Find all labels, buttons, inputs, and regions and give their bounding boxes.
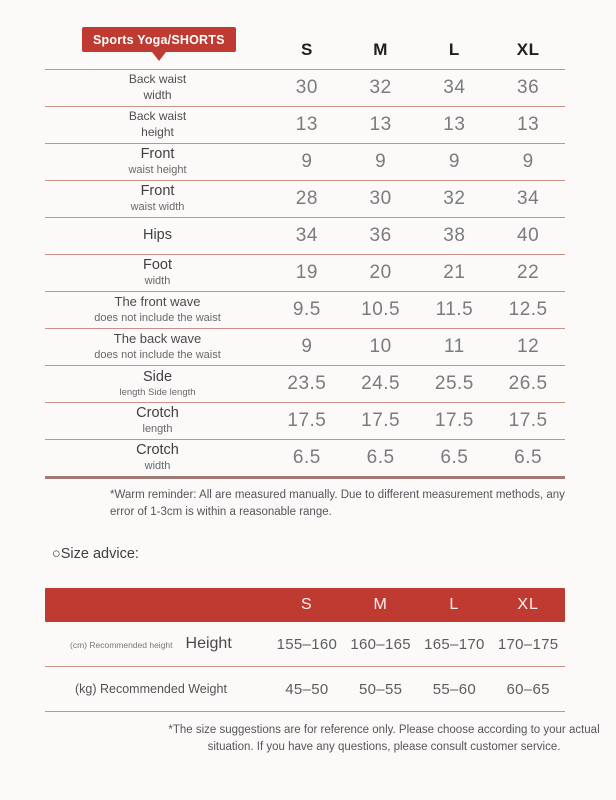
table-row: [45, 439, 565, 476]
size-value: 36: [369, 225, 392, 246]
row-label: [45, 682, 270, 696]
row-label-sub: height: [141, 125, 174, 139]
size-value: 25.5: [434, 373, 474, 394]
size-value: 38: [443, 225, 466, 246]
row-label-sub: waist height: [128, 163, 187, 176]
size-value: 32: [369, 77, 392, 98]
size-value: 17.5: [287, 410, 327, 431]
size-value: 34: [517, 188, 540, 209]
size-value: 21: [443, 262, 466, 283]
size-table-header: [45, 0, 565, 69]
column-header-s: S: [300, 40, 313, 59]
size-value: 6.5: [440, 447, 469, 468]
size-value: 6.5: [366, 447, 395, 468]
row-label-sub: length: [142, 422, 173, 435]
advice-value: 170–175: [497, 635, 559, 653]
table-row: [45, 365, 565, 402]
row-label-main: The back wave: [113, 331, 202, 347]
row-label: [45, 369, 270, 398]
table-row: [45, 291, 565, 328]
column-header-s: S: [301, 596, 313, 613]
size-value: 6.5: [514, 447, 543, 468]
size-value: 34: [443, 77, 466, 98]
size-table: [45, 0, 565, 479]
size-value: 40: [517, 225, 540, 246]
row-label-main: The front wave: [114, 294, 201, 310]
size-value: 6.5: [292, 447, 321, 468]
size-value: 10: [369, 336, 392, 357]
column-header-l: L: [449, 596, 460, 613]
table-row: [45, 402, 565, 439]
advice-value: 165–170: [424, 635, 485, 653]
size-value: 17.5: [508, 410, 548, 431]
size-value: 23.5: [287, 373, 327, 394]
size-value: 13: [369, 114, 392, 135]
column-header-l: L: [448, 40, 460, 59]
column-header-m: M: [373, 40, 388, 59]
size-value: 13: [443, 114, 466, 135]
table-row: [45, 217, 565, 254]
size-value: 11.5: [435, 299, 474, 320]
size-value: 22: [517, 262, 540, 283]
product-category-badge: Sports Yoga/SHORTS: [82, 27, 236, 52]
advice-value: 155–160: [276, 635, 338, 653]
row-label: [45, 635, 270, 653]
size-value: 24.5: [361, 373, 401, 394]
size-value: 13: [295, 114, 318, 135]
table-row: [45, 180, 565, 217]
row-label: [45, 331, 270, 362]
size-value: 34: [295, 225, 318, 246]
row-label: [45, 405, 270, 436]
row-label: [45, 146, 270, 177]
size-advice-table: [45, 622, 565, 712]
row-label-main: Front: [140, 183, 175, 200]
row-label-main: (kg) Recommended Weight: [75, 682, 227, 696]
table-row: [45, 254, 565, 291]
table-bottom-rule: [45, 476, 565, 479]
row-label-sub: width: [144, 459, 171, 472]
row-label: [45, 72, 270, 103]
table-row: [45, 143, 565, 180]
size-value: 9: [301, 336, 313, 357]
size-value: 28: [295, 188, 318, 209]
size-value: 13: [517, 114, 540, 135]
row-label-main: Front: [140, 146, 175, 163]
row-label-main: Side: [142, 369, 173, 386]
reference-note: *The size suggestions are for reference only. Please choose according to your actual situation. If you have any questions, please consult customer service.: [168, 724, 600, 754]
size-value: 30: [369, 188, 392, 209]
table-row: [45, 106, 565, 143]
row-label-main: Hips: [142, 227, 172, 244]
size-value: 17.5: [361, 410, 401, 431]
row-label-sub: waist width: [130, 200, 185, 213]
size-value: 10.5: [361, 299, 401, 320]
advice-value: 50–55: [359, 680, 403, 698]
row-label-prefix: (cm) Recommended height: [70, 640, 173, 650]
row-label-main: Crotch: [136, 405, 179, 422]
advice-value: 55–60: [432, 680, 476, 698]
size-value: 9: [301, 151, 313, 172]
column-header-xl: XL: [517, 596, 539, 613]
row-label: [45, 109, 270, 140]
size-value: 20: [369, 262, 392, 283]
table-row: [45, 328, 565, 365]
size-value: 30: [295, 77, 318, 98]
column-header-xl: XL: [516, 40, 540, 59]
advice-row-weight: [45, 667, 565, 712]
size-value: 36: [517, 77, 540, 98]
size-advice-header-bar: [45, 588, 565, 622]
row-label: [45, 227, 270, 244]
row-label-sub: does not include the waist: [94, 349, 221, 362]
size-value: 26.5: [508, 373, 548, 394]
column-header-m: M: [373, 596, 388, 613]
advice-value: 45–50: [285, 680, 329, 698]
size-value: 12: [517, 336, 540, 357]
row-label-main: Crotch: [136, 442, 179, 459]
size-value: 11: [444, 336, 465, 357]
size-value: 9: [375, 151, 387, 172]
size-value: 9: [448, 151, 460, 172]
row-label-sub: does not include the waist: [94, 312, 221, 325]
advice-row-height: [45, 622, 565, 667]
row-label-main: Back waist: [128, 72, 187, 87]
size-value: 12.5: [508, 299, 548, 320]
row-label-sub: width: [143, 88, 172, 102]
row-label-main: Foot: [142, 257, 172, 274]
row-label: [45, 183, 270, 214]
size-value: 19: [295, 262, 318, 283]
row-label-main: Height: [185, 635, 232, 652]
row-label-sub: length Side length: [119, 386, 196, 398]
row-label: [45, 294, 270, 325]
size-value: 9: [522, 151, 534, 172]
table-row: [45, 69, 565, 106]
size-value: 32: [443, 188, 466, 209]
row-label-sub: width: [144, 274, 171, 287]
warm-reminder-note: *Warm reminder: All are measured manually. Due to different measurement methods, any error of 1-3cm is within a reasonable range.: [110, 489, 565, 518]
row-label: [45, 442, 270, 473]
size-value: 17.5: [434, 410, 474, 431]
size-advice-heading: ○Size advice:: [52, 546, 139, 562]
advice-value: 160–165: [350, 635, 411, 653]
advice-value: 60–65: [506, 680, 550, 698]
size-value: 9.5: [292, 299, 321, 320]
row-label-main: Back waist: [128, 109, 187, 124]
row-label: [45, 257, 270, 288]
